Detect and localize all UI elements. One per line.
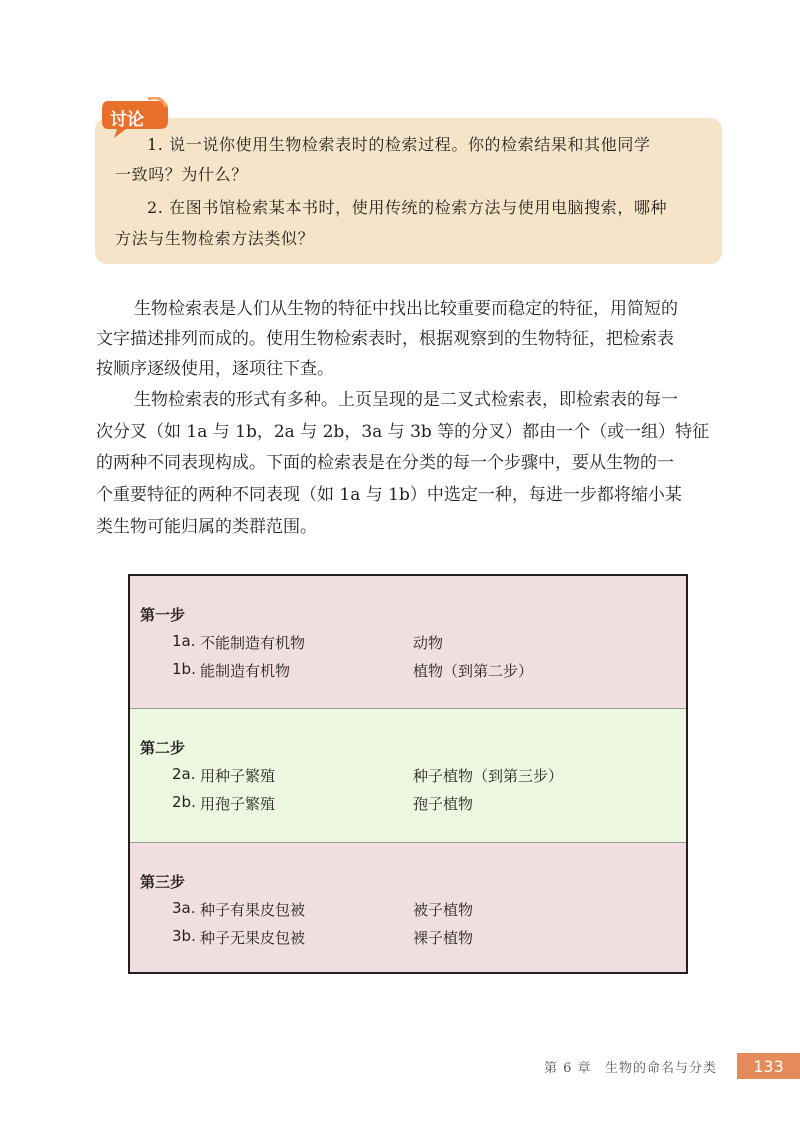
question-2-line-1: 2. 在图书馆检索某本书时，使用传统的检索方法与使用电脑搜索，哪种 (147, 198, 668, 217)
key-code: 3b. (172, 927, 196, 945)
key-step-2 (130, 709, 686, 843)
paragraph-1-line-1: 生物检索表是人们从生物的特征中找出比较重要而稳定的特征，用简短的 (134, 299, 678, 319)
key-description: 用孢子繁殖 (200, 795, 276, 813)
footer-chapter: 第 6 章 (544, 1061, 592, 1076)
key-code: 1a. (172, 632, 196, 650)
question-1-line-1: 1. 说一说你使用生物检索表时的检索过程。你的检索结果和其他同学 (147, 135, 651, 154)
key-code: 1b. (172, 660, 196, 678)
paragraph-2-line-2: 次分叉（如 1a 与 1b，2a 与 2b，3a 与 3b 等的分叉）都由一个（或一组）特征 (96, 422, 710, 442)
key-description: 用种子繁殖 (200, 767, 276, 785)
key-description: 种子有果皮包被 (200, 901, 306, 919)
key-description: 不能制造有机物 (200, 634, 306, 652)
key-step-1 (130, 576, 686, 709)
key-result: 动物 (413, 634, 444, 652)
page-number: 133 (737, 1053, 800, 1079)
paragraph-2-line-3: 的两种不同表现构成。下面的检索表是在分类的每一个步骤中，要从生物的一 (96, 453, 674, 473)
paragraph-1-line-2: 文字描述排列而成的。使用生物检索表时，根据观察到的生物特征，把检索表 (96, 329, 674, 349)
key-result: 被子植物 (413, 901, 474, 919)
paragraph-1-line-3: 按顺序逐级使用，逐项往下查。 (96, 359, 334, 379)
paragraph-2-line-5: 类生物可能归属的类群范围。 (96, 517, 317, 537)
key-code: 2b. (172, 793, 196, 811)
paragraph-2-line-4: 个重要特征的两种不同表现（如 1a 与 1b）中选定一种，每进一步都将缩小某 (96, 485, 682, 505)
key-description: 种子无果皮包被 (200, 929, 306, 947)
question-1-line-2: 一致吗？为什么？ (115, 165, 248, 184)
step-title: 第一步 (140, 606, 186, 624)
key-result: 孢子植物 (413, 795, 474, 813)
discussion-badge-label: 讨论 (110, 110, 144, 130)
dichotomous-key-table (128, 574, 688, 974)
key-description: 能制造有机物 (200, 662, 291, 680)
question-2-line-2: 方法与生物检索方法类似？ (115, 229, 315, 248)
step-title: 第二步 (140, 739, 186, 757)
footer-chapter-title: 生物的命名与分类 (605, 1061, 718, 1076)
key-step-3 (130, 843, 686, 972)
key-result: 裸子植物 (413, 929, 474, 947)
paragraph-2-line-1: 生物检索表的形式有多种。上页呈现的是二叉式检索表，即检索表的每一 (134, 390, 678, 410)
key-code: 2a. (172, 765, 196, 783)
step-title: 第三步 (140, 873, 186, 891)
key-code: 3a. (172, 899, 196, 917)
key-result: 种子植物（到第三步） (413, 767, 564, 785)
key-result: 植物（到第二步） (413, 662, 534, 680)
